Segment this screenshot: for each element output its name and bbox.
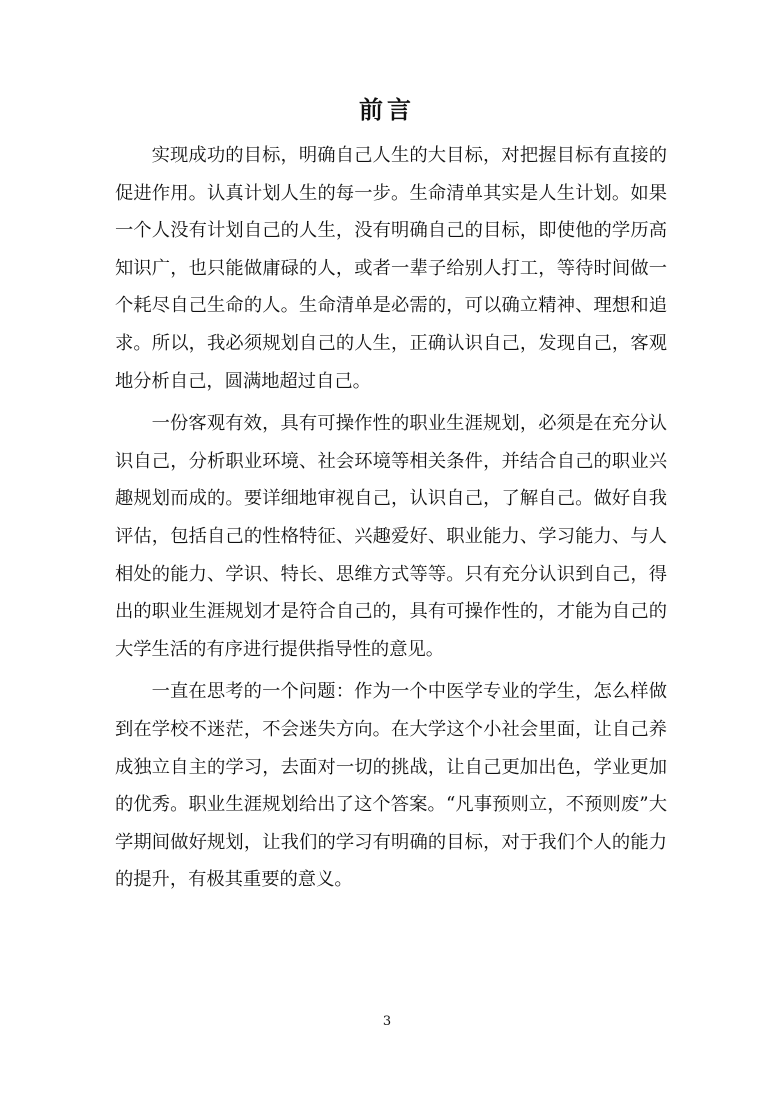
paragraph-3: 一直在思考的一个问题：作为一个中医学专业的学生，怎么样做到在学校不迷茫，不会迷失方向。在大学这个小社会里面，让自己养成独立自主的学习，去面对一切的挑战，让自己更加出色，学业更加的优秀。职业生涯规划给出了这个答案。“凡事预则立，不预则废”大学期间做好规划，让我们的学习有明确的目标，对于我们个人的能力的提升，有极其重要的意义。: [115, 681, 667, 891]
paragraph-2: 一份客观有效，具有可操作性的职业生涯规划，必须是在充分认识自己，分析职业环境、社会环境等相关条件，并结合自己的职业兴趣规划而成的。要详细地审视自己，认识自己，了解自己。做好自我评估，包括自己的性格特征、兴趣爱好、职业能力、学习能力、与人相处的能力、学识、特长、思维方式等等。只有充分认识到自己，得出的职业生涯规划才是符合自己的，具有可操作性的，才能为自己的大学生活的有序进行提供指导性的意见。: [115, 413, 667, 660]
page-number: 3: [382, 1014, 392, 1029]
document-body: [115, 137, 667, 899]
page-title: 前言: [359, 95, 415, 124]
paragraph-1: 实现成功的目标，明确自己人生的大目标，对把握目标有直接的促进作用。认真计划人生的每一步。生命清单其实是人生计划。如果一个人没有计划自己的人生，没有明确自己的目标，即使他的学历高知识广，也只能做庸碌的人，或者一辈子给别人打工，等待时间做一个耗尽自己生命的人。生命清单是必需的，可以确立精神、理想和追求。所以，我必须规划自己的人生，正确认识自己，发现自己，客观地分析自己，圆满地超过自己。: [115, 145, 667, 392]
